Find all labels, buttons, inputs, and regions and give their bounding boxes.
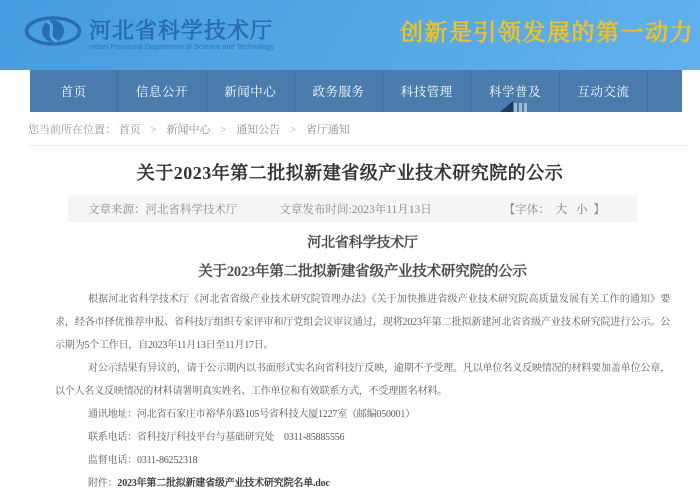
article-publish-time: 文章发布时间:2023年11月13日 [279, 203, 432, 216]
breadcrumb-separator: > [220, 124, 227, 136]
font-size-control [504, 201, 605, 217]
article-supervision-phone: 监督电话：0311-86252318 [88, 455, 198, 466]
nav-item-news-center[interactable]: 新闻中心 [207, 70, 295, 112]
article-sub-heading: 关于2023年第二批拟新建省级产业技术研究院的公示 [198, 264, 527, 280]
site-logo[interactable] [24, 10, 274, 57]
breadcrumb-link-notices[interactable]: 通知公告 [236, 124, 281, 136]
site-header [0, 0, 700, 70]
article-paragraph: 根据河北省科学技术厅《河北省省级产业技术研究院管理办法》《关于加快推进省级产业技术研究院高质量发展有关工作的通知》要求，经各市择优推荐申报、省科技厅组织专家评审和厅党组会议审议通过，现将2023年第二批拟新建河北省省级产业技术研究院进行公示。公示期为5个工作日，自2023年11月13日至11月17日。 [55, 294, 670, 351]
article-source: 文章来源：河北省科学技术厅 [88, 203, 238, 216]
breadcrumb [28, 112, 688, 146]
nav-decoration-triangle [500, 101, 513, 112]
font-control-suffix: 】 [593, 203, 605, 216]
article-meta-bar [68, 195, 637, 222]
breadcrumb-separator: > [150, 124, 157, 136]
nav-item-home[interactable]: 首页 [30, 70, 118, 112]
breadcrumb-separator: > [289, 124, 297, 136]
font-large-button[interactable]: 大 [555, 203, 568, 216]
header-slogan: 创新是引领发展的第一动力 [400, 19, 694, 46]
article-contact-address: 通讯地址：河北省石家庄市裕华东路105号省科技大厦1227室（邮编050001） [88, 409, 415, 420]
page-title: 关于2023年第二批拟新建省级产业技术研究院的公示 [136, 163, 564, 183]
attachment-label: 附件： [88, 478, 118, 489]
site-text-block [89, 17, 274, 51]
breadcrumb-link-dept-notice[interactable]: 省厅通知 [305, 124, 350, 136]
article-paragraph: 对公示结果有异议的，请于公示期内以书面形式实名向省科技厅反映，逾期不予受理。凡以单位名义反映情况的材料要加盖单位公章，以个人名义反映情况的材料请署明真实姓名、工作单位和有效联系方式，不受理匿名材料。 [55, 363, 670, 397]
nav-item-interaction[interactable]: 互动交流 [560, 70, 648, 112]
nav-item-science-popularization[interactable]: 科学普及 [471, 70, 559, 112]
attachment-doc-link[interactable]: 2023年第二批拟新建省级产业技术研究院名单.doc [117, 478, 330, 489]
font-control-prefix: 【字体： [503, 203, 550, 216]
main-nav [30, 70, 682, 112]
breadcrumb-link-news-center[interactable]: 新闻中心 [166, 124, 211, 136]
nav-item-gov-services[interactable]: 政务服务 [295, 70, 383, 112]
article-contact-phone: 联系电话：省科技厅科技平台与基础研究处 0311-85885556 [88, 432, 345, 443]
article-org-heading: 河北省科学技术厅 [307, 236, 418, 251]
nav-item-info-disclosure[interactable]: 信息公开 [118, 70, 206, 112]
breadcrumb-prefix: 您当前所在位置： [28, 124, 116, 136]
logo-icon [24, 10, 82, 57]
font-small-button[interactable]: 小 [576, 203, 588, 216]
site-subtitle: Hebei Provincial Department of Science and Technology [89, 43, 275, 51]
nav-item-tech-management[interactable]: 科技管理 [383, 70, 471, 112]
nav-spacer [648, 70, 682, 112]
article-body [55, 233, 670, 495]
site-title: 河北省科学技术厅 [89, 17, 274, 43]
nav-decoration-bars [514, 103, 528, 112]
breadcrumb-link-home[interactable]: 首页 [118, 124, 141, 136]
article-attachment-row [55, 472, 670, 495]
